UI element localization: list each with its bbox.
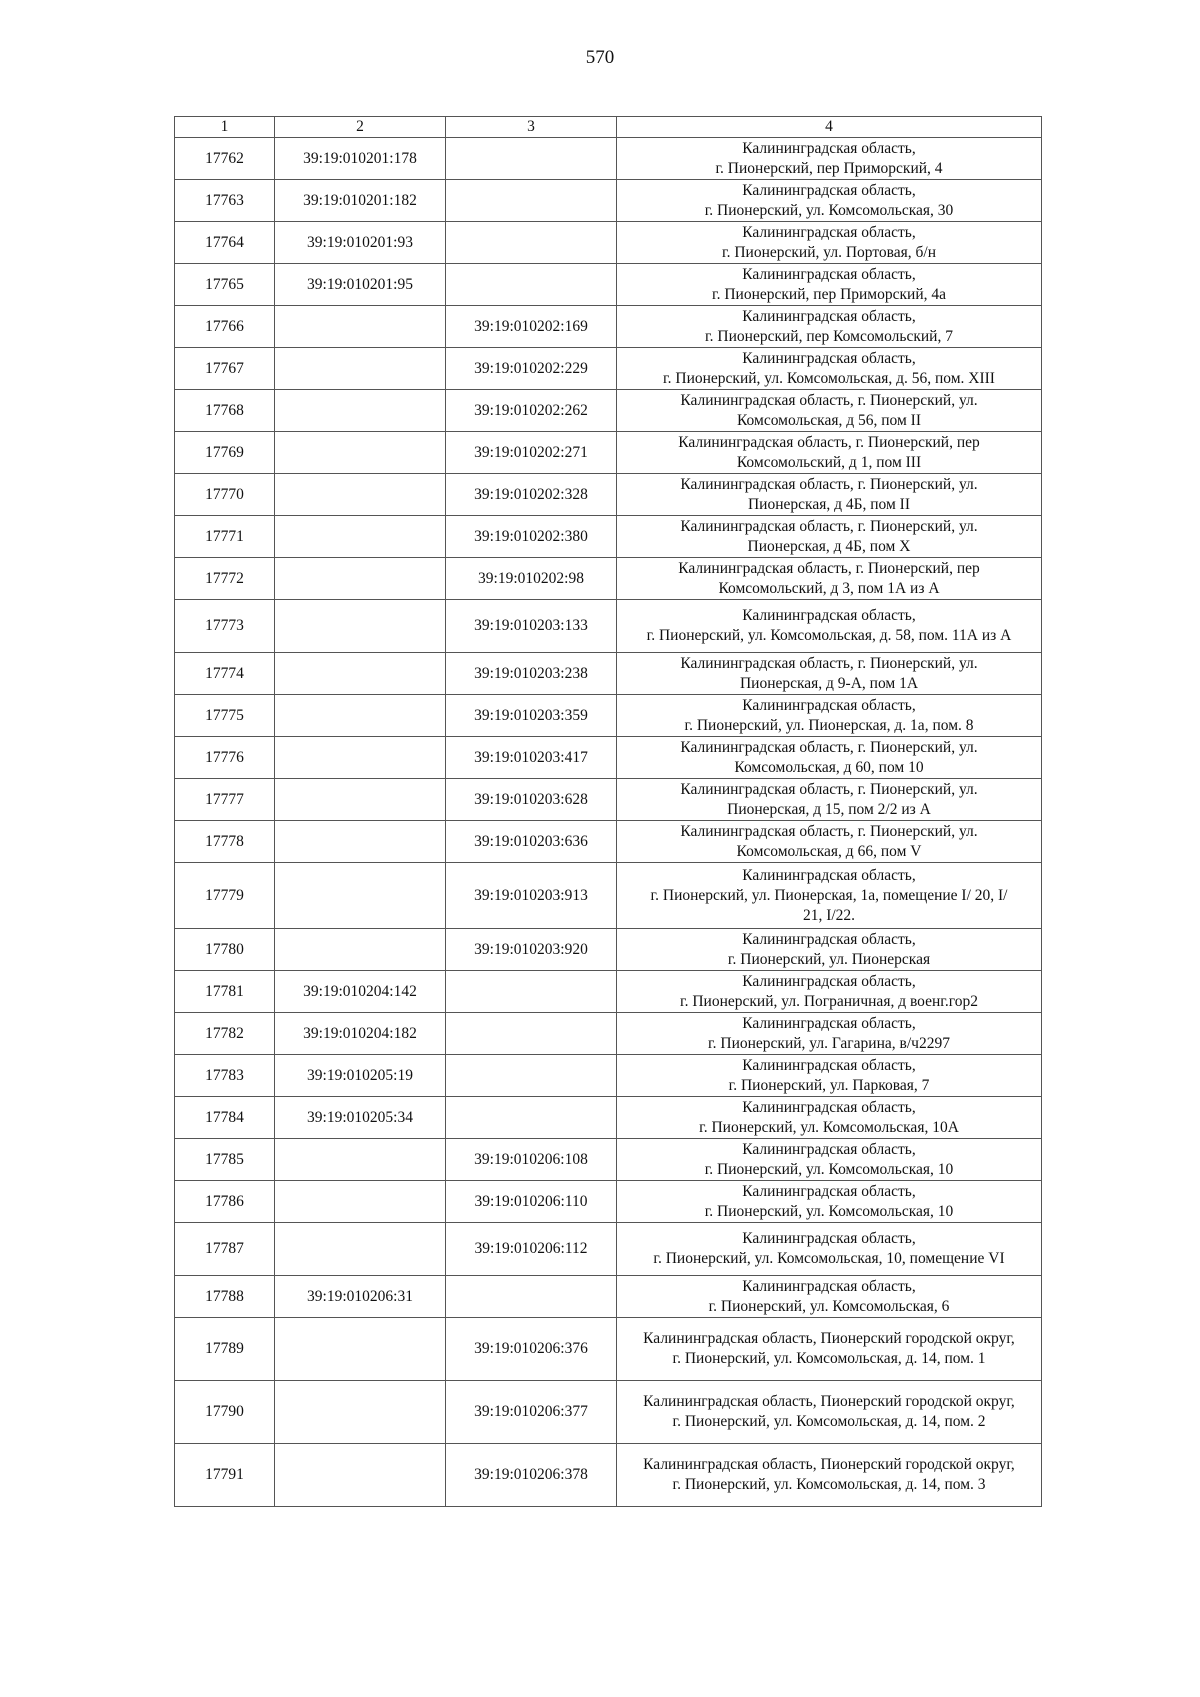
address-line: Калининградская область,	[742, 181, 916, 199]
cadastral-number-col2: 39:19:010201:178	[275, 138, 446, 180]
table-row	[175, 1055, 1042, 1097]
address-line: Калининградская область,	[742, 223, 916, 241]
row-number: 17767	[175, 348, 275, 390]
address-cell	[617, 516, 1042, 558]
address-cell	[617, 1097, 1042, 1139]
address-line: г. Пионерский, ул. Пионерская, 1а, помещение I/ 20, I/	[650, 886, 1008, 904]
address-cell	[617, 600, 1042, 653]
cadastral-number-col3: 39:19:010202:380	[446, 516, 617, 558]
cadastral-number-col2	[275, 600, 446, 653]
cadastral-number-col3: 39:19:010206:108	[446, 1139, 617, 1181]
table-row	[175, 516, 1042, 558]
address-cell	[617, 1223, 1042, 1276]
cadastral-number-col3: 39:19:010206:378	[446, 1444, 617, 1507]
cadastral-number-col2	[275, 390, 446, 432]
cadastral-number-col2: 39:19:010206:31	[275, 1276, 446, 1318]
column-header-1: 1	[175, 117, 275, 138]
address-line: Калининградская область,	[742, 972, 916, 990]
address-line: Калининградская область, г. Пионерский, ул.	[680, 822, 978, 840]
address-cell	[617, 1181, 1042, 1223]
cadastral-number-col3: 39:19:010206:376	[446, 1318, 617, 1381]
table-body	[175, 138, 1042, 1507]
table-row	[175, 264, 1042, 306]
address-line: г. Пионерский, ул. Комсомольская, 10	[704, 1160, 954, 1178]
row-number: 17768	[175, 390, 275, 432]
address-line: Калининградская область,	[742, 930, 916, 948]
table-row	[175, 180, 1042, 222]
address-line: Калининградская область,	[742, 1140, 916, 1158]
row-number: 17784	[175, 1097, 275, 1139]
table-row	[175, 1381, 1042, 1444]
address-line: г. Пионерский, ул. Пионерская	[727, 950, 931, 968]
address-line: г. Пионерский, ул. Комсомольская, 30	[704, 201, 954, 219]
row-number: 17786	[175, 1181, 275, 1223]
cadastral-number-col3	[446, 1055, 617, 1097]
address-line: Калининградская область,	[742, 349, 916, 367]
table-row	[175, 971, 1042, 1013]
cadastral-number-col2: 39:19:010201:95	[275, 264, 446, 306]
address-line: Калининградская область, Пионерский городской округ,	[643, 1456, 1015, 1473]
cadastral-number-col2	[275, 516, 446, 558]
table-row	[175, 863, 1042, 929]
table-row	[175, 600, 1042, 653]
address-line: Комсомольская, д 56, пом II	[736, 411, 922, 429]
table-row	[175, 390, 1042, 432]
table-row	[175, 1013, 1042, 1055]
row-number: 17777	[175, 779, 275, 821]
cadastral-number-col3	[446, 138, 617, 180]
address-cell	[617, 821, 1042, 863]
address-cell	[617, 1444, 1042, 1507]
cadastral-number-col3: 39:19:010206:112	[446, 1223, 617, 1276]
address-cell	[617, 222, 1042, 264]
address-line: Калининградская область, г. Пионерский, пер	[678, 433, 980, 451]
address-line: г. Пионерский, ул. Пограничная, д военг.гор2	[680, 992, 978, 1010]
cadastral-number-col3: 39:19:010203:636	[446, 821, 617, 863]
cadastral-number-col3	[446, 1097, 617, 1139]
cadastral-number-col2	[275, 432, 446, 474]
cadastral-number-col3: 39:19:010203:359	[446, 695, 617, 737]
cadastral-number-col2: 39:19:010204:142	[275, 971, 446, 1013]
cadastral-number-col2	[275, 695, 446, 737]
address-line: г. Пионерский, ул. Гагарина, в/ч2297	[708, 1034, 950, 1052]
address-line: г. Пионерский, ул. Комсомольская, 10, помещение VI	[653, 1250, 1005, 1267]
address-cell	[617, 653, 1042, 695]
cadastral-number-col2: 39:19:010205:34	[275, 1097, 446, 1139]
address-line: Калининградская область,	[742, 696, 916, 714]
row-number: 17783	[175, 1055, 275, 1097]
cadastral-number-col2	[275, 1181, 446, 1223]
address-line: г. Пионерский, ул. Портовая, б/н	[722, 243, 936, 261]
cadastral-number-col2	[275, 474, 446, 516]
address-line: Комсомольский, д 3, пом 1А из А	[718, 579, 940, 597]
column-header-4: 4	[617, 117, 1042, 138]
cadastral-number-col2: 39:19:010204:182	[275, 1013, 446, 1055]
cadastral-number-col3: 39:19:010206:110	[446, 1181, 617, 1223]
cadastral-number-col3: 39:19:010203:913	[446, 863, 617, 929]
cadastral-number-col3: 39:19:010203:238	[446, 653, 617, 695]
cadastral-number-col3	[446, 1276, 617, 1318]
table-row	[175, 1097, 1042, 1139]
row-number: 17770	[175, 474, 275, 516]
cadastral-number-col3	[446, 264, 617, 306]
address-line: Калининградская область,	[742, 866, 916, 884]
table-row	[175, 1444, 1042, 1507]
table-row	[175, 779, 1042, 821]
address-cell	[617, 558, 1042, 600]
cadastral-number-col3: 39:19:010203:133	[446, 600, 617, 653]
cadastral-number-col3: 39:19:010202:328	[446, 474, 617, 516]
row-number: 17781	[175, 971, 275, 1013]
table-row	[175, 138, 1042, 180]
row-number: 17782	[175, 1013, 275, 1055]
address-cell	[617, 474, 1042, 516]
cadastral-number-col3: 39:19:010202:229	[446, 348, 617, 390]
row-number: 17790	[175, 1381, 275, 1444]
address-line: Комсомольская, д 66, пом V	[736, 842, 922, 860]
row-number: 17771	[175, 516, 275, 558]
address-line: Пионерская, д 4Б, пом X	[747, 537, 911, 555]
column-header-2: 2	[275, 117, 446, 138]
cadastral-number-col2	[275, 821, 446, 863]
table-row	[175, 306, 1042, 348]
row-number: 17785	[175, 1139, 275, 1181]
address-cell	[617, 1276, 1042, 1318]
row-number: 17764	[175, 222, 275, 264]
address-cell	[617, 180, 1042, 222]
cadastral-number-col3	[446, 1013, 617, 1055]
address-cell	[617, 306, 1042, 348]
row-number: 17766	[175, 306, 275, 348]
cadastral-number-col2	[275, 779, 446, 821]
address-line: Калининградская область, г. Пионерский, ул.	[680, 391, 978, 409]
address-cell	[617, 264, 1042, 306]
address-line: г. Пионерский, ул. Комсомольская, д. 14, пом. 1	[672, 1350, 986, 1367]
table-row	[175, 1276, 1042, 1318]
cadastral-number-col2: 39:19:010201:93	[275, 222, 446, 264]
row-number: 17778	[175, 821, 275, 863]
row-number: 17774	[175, 653, 275, 695]
cadastral-number-col3: 39:19:010202:98	[446, 558, 617, 600]
address-line: Калининградская область, Пионерский городской округ,	[643, 1330, 1015, 1347]
address-line: г. Пионерский, ул. Комсомольская, 10	[704, 1202, 954, 1220]
table-row	[175, 695, 1042, 737]
row-number: 17787	[175, 1223, 275, 1276]
row-number: 17788	[175, 1276, 275, 1318]
row-number: 17765	[175, 264, 275, 306]
address-line: Пионерская, д 9-А, пом 1А	[739, 674, 919, 692]
row-number: 17780	[175, 929, 275, 971]
cadastral-number-col3: 39:19:010203:417	[446, 737, 617, 779]
address-line: г. Пионерский, ул. Комсомольская, д. 14, пом. 3	[672, 1476, 986, 1493]
cadastral-number-col3: 39:19:010202:262	[446, 390, 617, 432]
row-number: 17789	[175, 1318, 275, 1381]
address-line: Калининградская область,	[742, 1230, 916, 1247]
address-line: Калининградская область,	[742, 265, 916, 283]
address-line: Калининградская область, г. Пионерский, ул.	[680, 475, 978, 493]
address-cell	[617, 432, 1042, 474]
table-row	[175, 1223, 1042, 1276]
table-row	[175, 474, 1042, 516]
address-line: Калининградская область,	[742, 1014, 916, 1032]
address-cell	[617, 348, 1042, 390]
cadastral-number-col2	[275, 929, 446, 971]
cadastral-number-col2: 39:19:010201:182	[275, 180, 446, 222]
column-header-3: 3	[446, 117, 617, 138]
cadastral-number-col2	[275, 653, 446, 695]
cadastral-number-col2	[275, 1381, 446, 1444]
row-number: 17791	[175, 1444, 275, 1507]
table-row	[175, 1139, 1042, 1181]
row-number: 17779	[175, 863, 275, 929]
address-line: г. Пионерский, ул. Комсомольская, д. 58, пом. 11А из А	[646, 627, 1012, 644]
address-cell	[617, 779, 1042, 821]
table-row	[175, 222, 1042, 264]
row-number: 17763	[175, 180, 275, 222]
row-number: 17773	[175, 600, 275, 653]
registry-table	[174, 116, 1042, 1507]
address-line: Калининградская область,	[742, 1277, 916, 1295]
address-cell	[617, 390, 1042, 432]
address-line: Пионерская, д 15, пом 2/2 из А	[727, 800, 931, 818]
cadastral-number-col2	[275, 1318, 446, 1381]
address-line: г. Пионерский, ул. Комсомольская, 10А	[699, 1118, 959, 1136]
address-cell	[617, 1318, 1042, 1381]
address-cell	[617, 1055, 1042, 1097]
cadastral-number-col2	[275, 1444, 446, 1507]
cadastral-number-col2: 39:19:010205:19	[275, 1055, 446, 1097]
row-number: 17776	[175, 737, 275, 779]
address-line: г. Пионерский, пер Приморский, 4	[715, 159, 943, 177]
address-cell	[617, 971, 1042, 1013]
address-line: г. Пионерский, ул. Комсомольская, д. 14, пом. 2	[672, 1413, 986, 1430]
address-cell	[617, 695, 1042, 737]
table-row	[175, 348, 1042, 390]
row-number: 17775	[175, 695, 275, 737]
address-line: г. Пионерский, ул. Парковая, 7	[728, 1076, 930, 1094]
address-cell	[617, 929, 1042, 971]
address-line: г. Пионерский, пер Комсомольский, 7	[705, 327, 953, 345]
table-row	[175, 737, 1042, 779]
address-line: Калининградская область, г. Пионерский, ул.	[680, 654, 978, 672]
cadastral-number-col3	[446, 971, 617, 1013]
cadastral-number-col3: 39:19:010206:377	[446, 1381, 617, 1444]
address-line: Калининградская область, Пионерский городской округ,	[643, 1393, 1015, 1410]
cadastral-number-col3: 39:19:010202:169	[446, 306, 617, 348]
header-row	[175, 117, 1042, 138]
address-cell	[617, 1381, 1042, 1444]
cadastral-number-col3	[446, 180, 617, 222]
address-cell	[617, 138, 1042, 180]
address-line: г. Пионерский, пер Приморский, 4а	[712, 285, 946, 303]
row-number: 17762	[175, 138, 275, 180]
table-row	[175, 1181, 1042, 1223]
cadastral-number-col3: 39:19:010202:271	[446, 432, 617, 474]
table-row	[175, 653, 1042, 695]
cadastral-number-col3	[446, 222, 617, 264]
address-line: Комсомольская, д 60, пом 10	[734, 758, 924, 776]
cadastral-number-col3: 39:19:010203:628	[446, 779, 617, 821]
address-line: г. Пионерский, ул. Комсомольская, 6	[708, 1297, 950, 1315]
address-line: Калининградская область,	[742, 607, 916, 624]
table-row	[175, 432, 1042, 474]
cadastral-number-col2	[275, 737, 446, 779]
row-number: 17772	[175, 558, 275, 600]
table-row	[175, 1318, 1042, 1381]
address-line: Калининградская область, г. Пионерский, пер	[678, 559, 980, 577]
address-line: Пионерская, д 4Б, пом II	[747, 495, 911, 513]
address-line: Калининградская область, г. Пионерский, ул.	[680, 738, 978, 756]
cadastral-number-col2	[275, 1139, 446, 1181]
cadastral-number-col2	[275, 1223, 446, 1276]
cadastral-number-col2	[275, 348, 446, 390]
table-row	[175, 821, 1042, 863]
address-line: Калининградская область,	[742, 307, 916, 325]
address-line: г. Пионерский, ул. Комсомольская, д. 56, пом. XIII	[663, 369, 995, 387]
address-line: г. Пионерский, ул. Пионерская, д. 1а, пом. 8	[684, 716, 974, 734]
address-line: Калининградская область,	[742, 1056, 916, 1074]
cadastral-number-col2	[275, 306, 446, 348]
cadastral-number-col3: 39:19:010203:920	[446, 929, 617, 971]
address-cell	[617, 863, 1042, 929]
address-line: Комсомольский, д 1, пом III	[736, 453, 922, 471]
table-row	[175, 558, 1042, 600]
address-cell	[617, 737, 1042, 779]
address-cell	[617, 1013, 1042, 1055]
row-number: 17769	[175, 432, 275, 474]
address-line: Калининградская область,	[742, 1098, 916, 1116]
address-line: Калининградская область,	[742, 1182, 916, 1200]
address-cell	[617, 1139, 1042, 1181]
address-line: Калининградская область, г. Пионерский, ул.	[680, 780, 978, 798]
table-row	[175, 929, 1042, 971]
address-line: Калининградская область,	[742, 139, 916, 157]
cadastral-number-col2	[275, 863, 446, 929]
address-line: Калининградская область, г. Пионерский, ул.	[680, 517, 978, 535]
page-number: 570	[585, 47, 615, 68]
address-line: 21, I/22.	[802, 906, 856, 924]
cadastral-number-col2	[275, 558, 446, 600]
